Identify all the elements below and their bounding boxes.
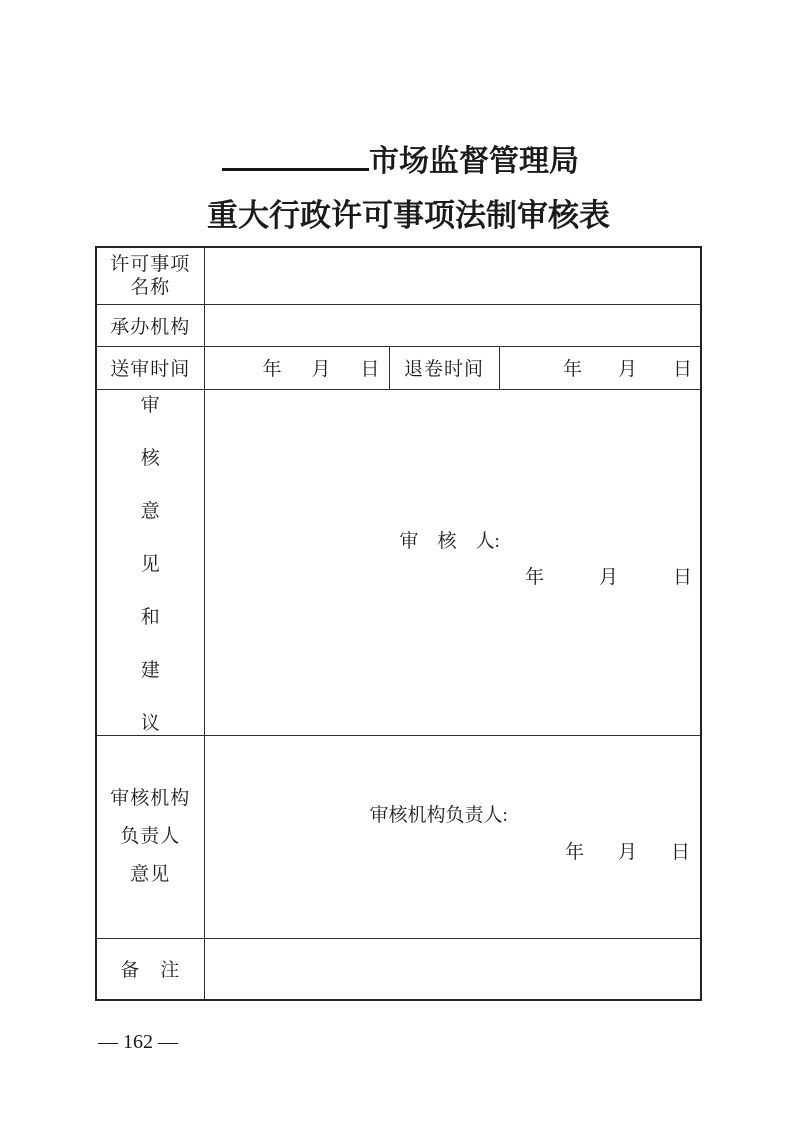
remarks-value-cell: [204, 938, 701, 1000]
page-number: — 162 —: [98, 1031, 178, 1053]
org-head-month-label: 月: [617, 841, 637, 863]
document-title-line1: [4, 136, 793, 180]
license-name-value-cell: [204, 247, 701, 304]
org-head-day-label: 日: [670, 841, 690, 863]
submit-time-day-label: 日: [360, 359, 380, 380]
org-head-signature-label: 审核机构负责人:: [369, 804, 508, 826]
org-head-label-line: 意见: [130, 863, 171, 885]
review-opinion-label-char: 建: [140, 659, 160, 681]
review-opinion-label-char: 意: [140, 500, 160, 522]
undertaking-org-label-cell: 承办机构: [96, 304, 204, 346]
review-form-table: [95, 246, 702, 1001]
remarks-row: [96, 938, 701, 1000]
undertaking-org-value-cell: [204, 304, 701, 346]
org-head-opinion-label-cell: [96, 735, 204, 938]
review-opinion-row: [96, 389, 701, 735]
submit-time-value-cell: [204, 346, 389, 389]
license-name-row: [96, 247, 701, 304]
org-head-opinion-row: [96, 735, 701, 938]
document-title-line2: 重大行政许可事项法制审核表: [207, 198, 610, 233]
org-head-year-label: 年: [564, 841, 584, 863]
license-name-label-cell: [96, 247, 204, 304]
org-head-opinion-content-cell: [204, 735, 701, 938]
review-opinion-label-cell: [96, 389, 204, 735]
reviewer-signature-label: 审 核 人:: [399, 530, 500, 552]
remarks-label-cell: 备 注: [96, 938, 204, 1000]
undertaking-org-row: [96, 304, 701, 346]
submit-time-month-label: 月: [311, 359, 331, 380]
license-name-label-line1: 许可事项: [110, 253, 191, 275]
reviewer-day-label: 日: [672, 566, 692, 588]
return-time-day-label: 日: [672, 359, 692, 380]
submit-time-date-placeholder: [205, 354, 389, 381]
reviewer-year-label: 年: [524, 566, 544, 588]
title-org-name: 市场监督管理局: [369, 145, 579, 178]
license-name-label-line2: 名称: [130, 276, 171, 298]
review-opinion-label-char: 议: [140, 712, 160, 734]
review-opinion-label-char: 和: [140, 606, 160, 628]
reviewer-date-placeholder: [205, 562, 701, 589]
submit-time-year-label: 年: [262, 359, 282, 380]
return-time-label-cell: 退卷时间: [389, 346, 499, 389]
review-opinion-label-char: 审: [140, 394, 160, 416]
org-head-label-line: 负责人: [120, 825, 181, 847]
reviewer-month-label: 月: [598, 566, 618, 588]
org-head-date-placeholder: [205, 837, 701, 864]
return-time-year-label: 年: [562, 359, 582, 380]
review-opinion-vertical-label: [97, 390, 204, 735]
review-opinion-content-cell: [204, 389, 701, 735]
review-opinion-label-char: 核: [140, 447, 160, 469]
review-opinion-label-char: 见: [140, 553, 160, 575]
return-time-value-cell: [499, 346, 701, 389]
return-time-month-label: 月: [617, 359, 637, 380]
submit-time-label-cell: 送审时间: [96, 346, 204, 389]
time-row: [96, 346, 701, 389]
org-head-label-line: 审核机构: [110, 787, 191, 809]
return-time-date-placeholder: [500, 354, 701, 381]
title-blank-line: [222, 141, 369, 171]
